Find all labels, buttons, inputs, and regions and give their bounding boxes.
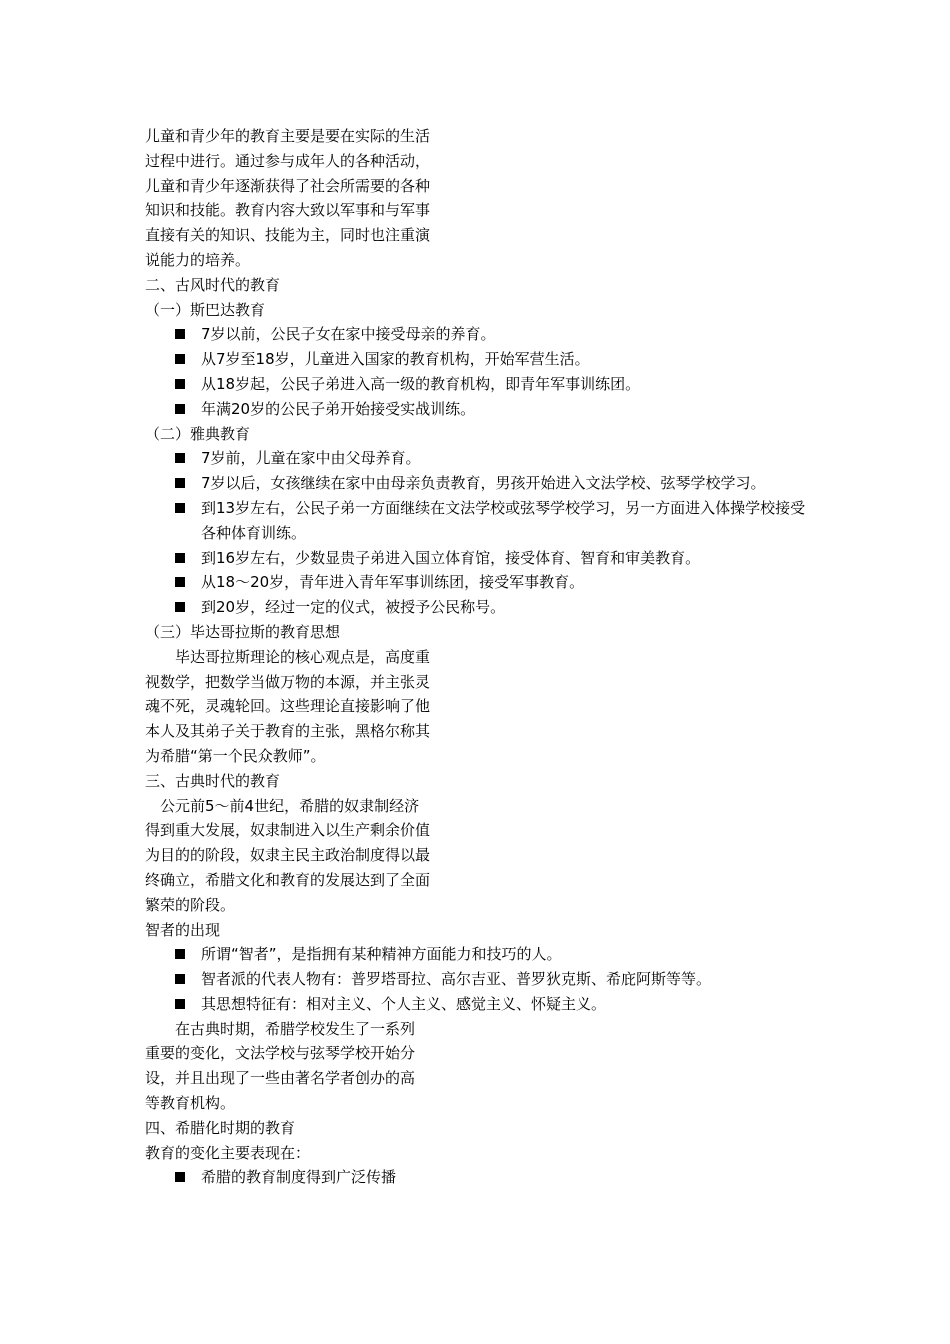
bullet-item: 从18～20岁，青年进入青年军事训练团，接受军事教育。 [145, 570, 825, 595]
subsection-heading: 教育的变化主要表现在： [145, 1143, 311, 1162]
bullet-item: 到20岁，经过一定的仪式，被授予公民称号。 [145, 595, 825, 620]
paragraph-line: 说能力的培养。 [145, 250, 251, 269]
paragraph-line: 过程中进行。通过参与成年人的各种活动， [145, 151, 431, 170]
paragraph-line: 重要的变化，文法学校与弦琴学校开始分 [145, 1044, 416, 1063]
paragraph-line: 等教育机构。 [145, 1094, 236, 1113]
bullet-item: 年满20岁的公民子弟开始接受实战训练。 [145, 397, 825, 422]
paragraph-line: 为希腊“第一个民众教师”。 [145, 746, 326, 765]
bullet-item: 7岁前，儿童在家中由父母养育。 [145, 446, 825, 471]
section-heading: 二、古风时代的教育 [145, 275, 281, 294]
paragraph-line: 儿童和青少年逐渐获得了社会所需要的各种 [145, 176, 431, 195]
bullet-item: 从18岁起，公民子弟进入高一级的教育机构，即青年军事训练团。 [145, 372, 825, 397]
document-body [145, 124, 825, 1190]
subsection-heading: （二）雅典教育 [145, 424, 251, 443]
bullet-square-icon [175, 949, 185, 959]
bullet-item: 所谓“智者”，是指拥有某种精神方面能力和技巧的人。 [145, 942, 825, 967]
bullet-square-icon [175, 379, 185, 389]
bullet-square-icon [175, 354, 185, 364]
paragraph-line: 设，并且出现了一些由著名学者创办的高 [145, 1069, 416, 1088]
paragraph-line: 本人及其弟子关于教育的主张，黑格尔称其 [145, 722, 431, 741]
bullet-square-icon [175, 478, 185, 488]
bullet-square-icon [175, 329, 185, 339]
subsection-heading: （三）毕达哥拉斯的教育思想 [145, 622, 341, 641]
bullet-square-icon [175, 503, 185, 513]
paragraph-line: 终确立，希腊文化和教育的发展达到了全面 [145, 870, 431, 889]
paragraph-line: 在古典时期，希腊学校发生了一系列 [175, 1019, 416, 1038]
paragraph-line: 得到重大发展，奴隶制进入以生产剩余价值 [145, 821, 431, 840]
bullet-item: 智者派的代表人物有：普罗塔哥拉、高尔吉亚、普罗狄克斯、希庇阿斯等等。 [145, 967, 825, 992]
bullet-square-icon [175, 553, 185, 563]
bullet-item: 7岁以前，公民子女在家中接受母亲的养育。 [145, 322, 825, 347]
section-heading: 四、希腊化时期的教育 [145, 1118, 296, 1137]
section-heading: 三、古典时代的教育 [145, 771, 281, 790]
bullet-square-icon [175, 999, 185, 1009]
subsection-heading: 智者的出现 [145, 920, 221, 939]
paragraph-line: 直接有关的知识、技能为主，同时也注重演 [145, 226, 431, 245]
paragraph-line: 知识和技能。教育内容大致以军事和与军事 [145, 201, 431, 220]
bullet-item: 到13岁左右，公民子弟一方面继续在文法学校或弦琴学校学习，另一方面进入体操学校接受各种体育训练。 [145, 496, 811, 546]
paragraph-line: 为目的的阶段，奴隶主民主政治制度得以最 [145, 846, 431, 865]
paragraph-line: 视数学，把数学当做万物的本源，并主张灵 [145, 672, 431, 691]
paragraph-line: 儿童和青少年的教育主要是要在实际的生活 [145, 127, 431, 145]
bullet-square-icon [175, 577, 185, 587]
bullet-item: 其思想特征有：相对主义、个人主义、感觉主义、怀疑主义。 [145, 992, 825, 1017]
bullet-item: 从7岁至18岁，儿童进入国家的教育机构，开始军营生活。 [145, 347, 825, 372]
bullet-square-icon [175, 974, 185, 984]
paragraph-line: 毕达哥拉斯理论的核心观点是，高度重 [175, 647, 431, 666]
bullet-square-icon [175, 404, 185, 414]
paragraph-line: 公元前5～前4世纪，希腊的奴隶制经济 [160, 796, 420, 815]
bullet-square-icon [175, 453, 185, 463]
bullet-square-icon [175, 602, 185, 612]
subsection-heading: （一）斯巴达教育 [145, 300, 266, 319]
bullet-item: 7岁以后，女孩继续在家中由母亲负责教育，男孩开始进入文法学校、弦琴学校学习。 [145, 471, 811, 496]
bullet-square-icon [175, 1172, 185, 1182]
paragraph-line: 魂不死，灵魂轮回。这些理论直接影响了他 [145, 697, 431, 716]
paragraph-line: 繁荣的阶段。 [145, 895, 236, 914]
bullet-item: 到16岁左右，少数显贵子弟进入国立体育馆，接受体育、智育和审美教育。 [145, 546, 825, 571]
bullet-item: 希腊的教育制度得到广泛传播 [145, 1165, 825, 1190]
